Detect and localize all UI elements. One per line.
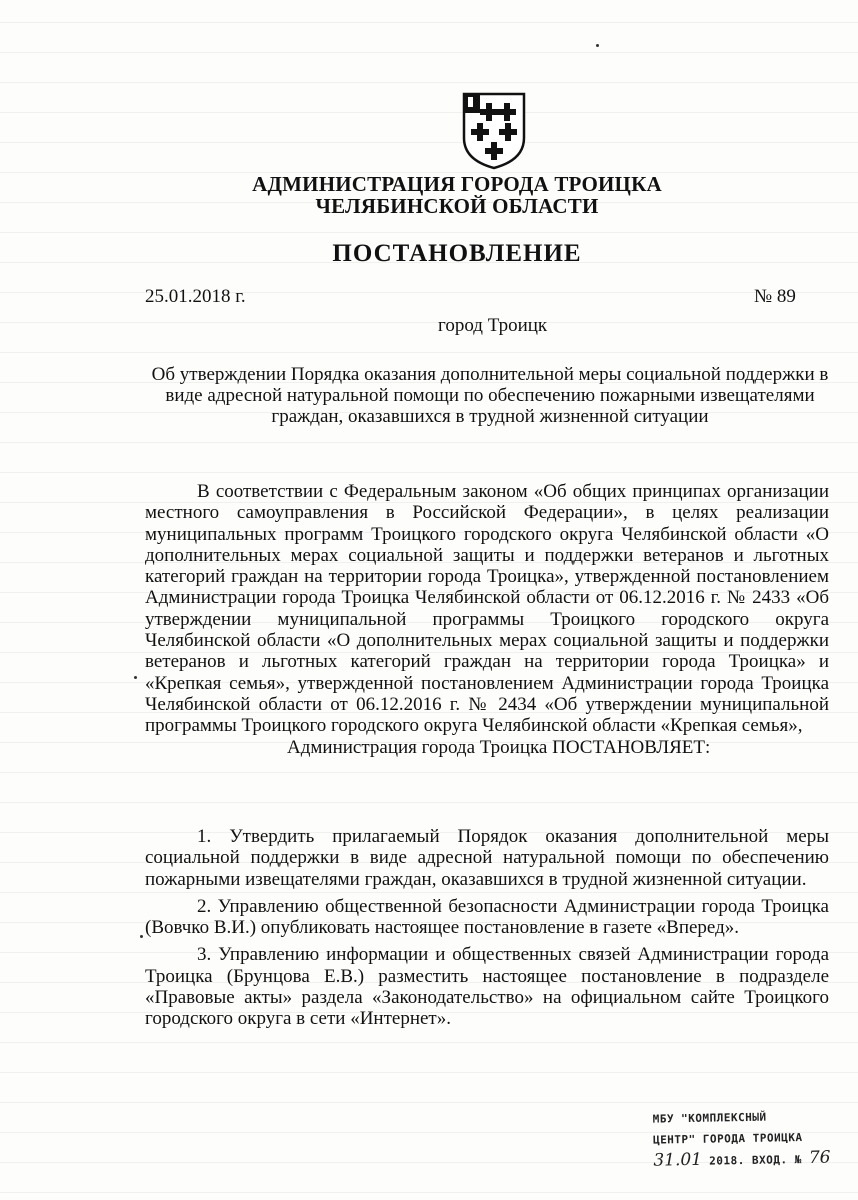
decree-item-2: 2. Управлению общественной безопасности Администрации города Троицка (Вовчко В.И.) опубликовать настоящее постановление в газете «Вперед». (145, 895, 829, 939)
stamp-line1: МБУ "КОМПЛЕКСНЫЙ (652, 1110, 767, 1126)
scan-speck (596, 44, 599, 47)
document-subject: Об утверждении Порядка оказания дополнительной меры социальной поддержки в виде адресной натуральной помощи по обеспечению пожарными извещателями граждан, оказавшихся в трудной жизненной ситуации (151, 364, 829, 427)
document-number: № 89 (754, 286, 796, 307)
decree-line: Администрация города Троицка ПОСТАНОВЛЯЕТ: (287, 736, 711, 758)
organization-name-line1: АДМИНИСТРАЦИЯ ГОРОДА ТРОИЦКА (252, 172, 662, 196)
stamp-line3 (653, 1147, 843, 1172)
organization-name-line2: ЧЕЛЯБИНСКОЙ ОБЛАСТИ (315, 194, 599, 218)
stamp-handwritten-date: 31.01 (653, 1149, 703, 1171)
preamble-paragraph: В соответствии с Федеральным законом «Об общих принципах организации местного самоуправления в Российской Федерации», в целях реализации муниципальных программ Троицкого городского округа Челябинской области «О дополнительных мерах социальной защиты и поддержки ветеранов и льготных категорий граждан на территории города Троицка», утвержденной постановлением Администрации города Троицка Челябинской области от 06.12.2016 г. № 2433 «Об утверждении муниципальной программы Троицкого городского округа Челябинской области «О дополнительных мерах социальной защиты и поддержки ветеранов и льготных категорий граждан на территории города Троицка» и «Крепкая семья», утвержденной постановлением Администрации города Троицка Челябинской области от 06.12.2016 г. № 2434 «Об утверждении муниципальной программы Троицкого городского округа Челябинской области «Крепкая семья», (145, 481, 829, 737)
stamp-handwritten-number: 76 (808, 1147, 831, 1168)
decree-items (145, 826, 829, 1036)
scan-speck (134, 676, 137, 679)
stamp-year-label: 2018. ВХОД. № (709, 1153, 802, 1168)
document-type-title: ПОСТАНОВЛЕНИЕ (332, 240, 582, 267)
coat-of-arms-icon (459, 90, 529, 170)
decree-item-3: 3. Управлению информации и общественных связей Администрации города Троицка (Брунцова Е.В.) разместить настоящее постановление в подразделе «Правовые акты» раздела «Законодательство» на официальном сайте Троицкого городского округа в сети «Интернет». (145, 944, 829, 1030)
decree-item-1: 1. Утвердить прилагаемый Порядок оказания дополнительной меры социальной поддержки в виде адресной натуральной помощи по обеспечению пожарными извещателями граждан, оказавшихся в трудной жизненной ситуации. (145, 826, 829, 890)
document-city: город Троицк (438, 315, 548, 336)
stamp-line2: ЦЕНТР" ГОРОДА ТРОИЦКА (652, 1131, 803, 1147)
document-preamble-section (145, 481, 829, 758)
document-date: 25.01.2018 г. (145, 286, 246, 307)
registration-stamp (652, 1105, 843, 1172)
scan-speck (140, 935, 143, 938)
